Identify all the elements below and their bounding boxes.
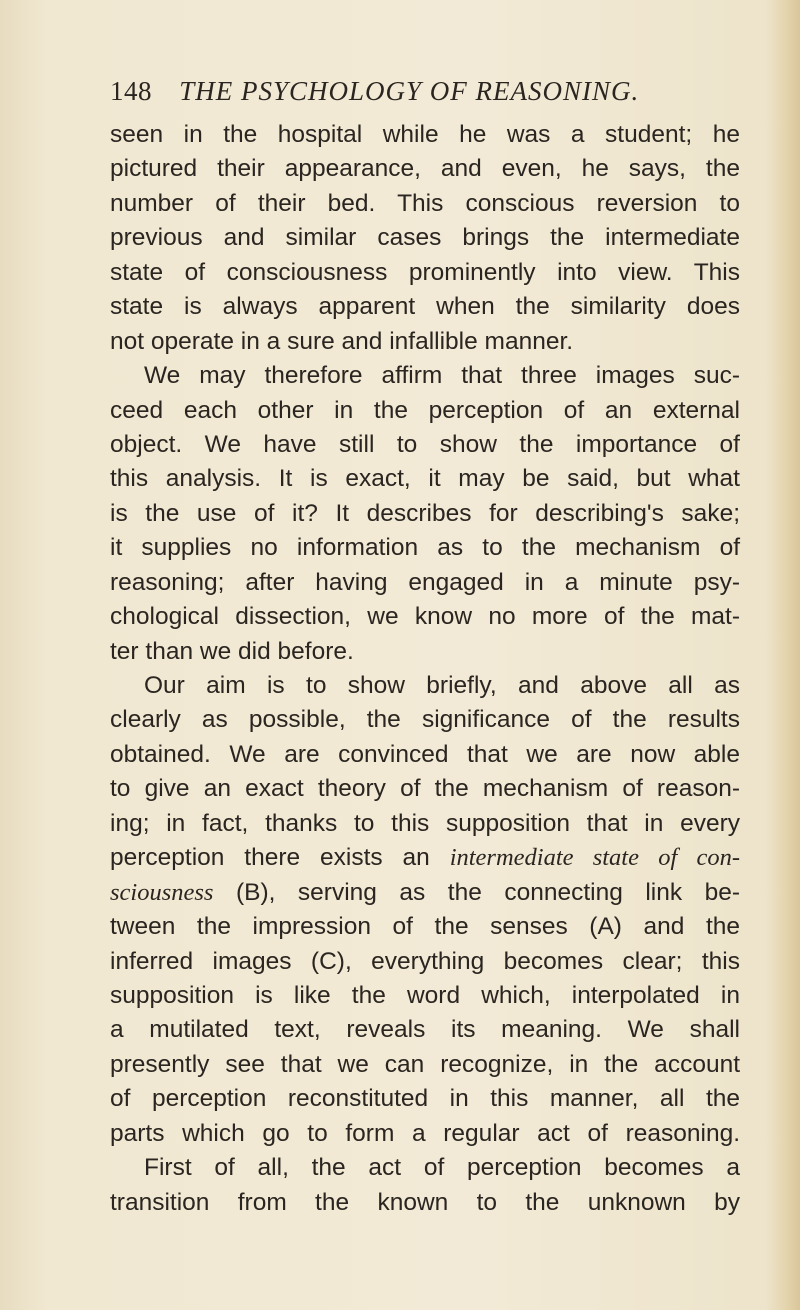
text-segment: (B), serving as the connecting link be-	[235, 878, 740, 906]
text-line: presently see that we can recognize, in the account	[110, 1050, 740, 1078]
text-line: First of all, the act of perception becomes a	[144, 1154, 740, 1182]
text-line: parts which go to form a regular act of reasoning.	[110, 1119, 740, 1147]
text-line: clearly as possible, the significance of the results	[110, 706, 740, 734]
text-line: to give an exact theory of the mechanism of reason-	[110, 775, 740, 803]
italic-term: sciousness	[110, 878, 214, 906]
text-line: supposition is like the word which, interpolated in	[110, 981, 740, 1009]
text-line: state is always apparent when the similarity does	[110, 293, 740, 321]
text-line: seen in the hospital while he was a student; he	[110, 121, 740, 148]
text-line: transition from the known to the unknown by	[110, 1188, 740, 1216]
text-line: chological dissection, we know no more of the mat-	[110, 603, 740, 631]
text-line: Our aim is to show briefly, and above all as	[144, 672, 740, 699]
text-line: not operate in a sure and infallible manner.	[110, 327, 574, 355]
text-line: is the use of it? It describes for describing's sake;	[110, 499, 740, 527]
text-line: this analysis. It is exact, it may be said, but what	[110, 465, 740, 493]
text-line: pictured their appearance, and even, he says, the	[110, 155, 740, 183]
running-head: THE PSYCHOLOGY OF REASONING.	[179, 76, 640, 106]
text-line: object. We have still to show the importance of	[110, 430, 740, 458]
text-line: state of consciousness prominently into view. This	[110, 258, 740, 286]
text-segment: perception there exists an	[110, 844, 430, 872]
text-line: it supplies no information as to the mechanism of	[110, 534, 740, 562]
italic-term: intermediate state of con-	[449, 844, 740, 872]
page-edge-shadow	[766, 0, 800, 1310]
page-header	[110, 76, 750, 116]
text-line: previous and similar cases brings the intermediate	[110, 224, 740, 252]
text-line: ceed each other in the perception of an external	[110, 396, 740, 424]
text-line: reasoning; after having engaged in a minute psy-	[110, 568, 740, 596]
body-text	[110, 118, 740, 1220]
text-line	[110, 876, 740, 910]
page-number: 148	[110, 76, 152, 106]
text-line: ter than we did before.	[110, 637, 354, 665]
text-line: We may therefore affirm that three images suc-	[144, 362, 740, 390]
text-line	[110, 841, 740, 875]
text-line: tween the impression of the senses (A) and the	[110, 913, 740, 941]
text-line: number of their bed. This conscious reversion to	[110, 189, 740, 217]
text-line: of perception reconstituted in this manner, all the	[110, 1085, 740, 1113]
text-line: ing; in fact, thanks to this supposition that in every	[110, 809, 740, 837]
text-line: a mutilated text, reveals its meaning. We shall	[110, 1016, 740, 1044]
text-line: obtained. We are convinced that we are now able	[110, 740, 740, 768]
text-line: inferred images (C), everything becomes clear; this	[110, 947, 740, 975]
